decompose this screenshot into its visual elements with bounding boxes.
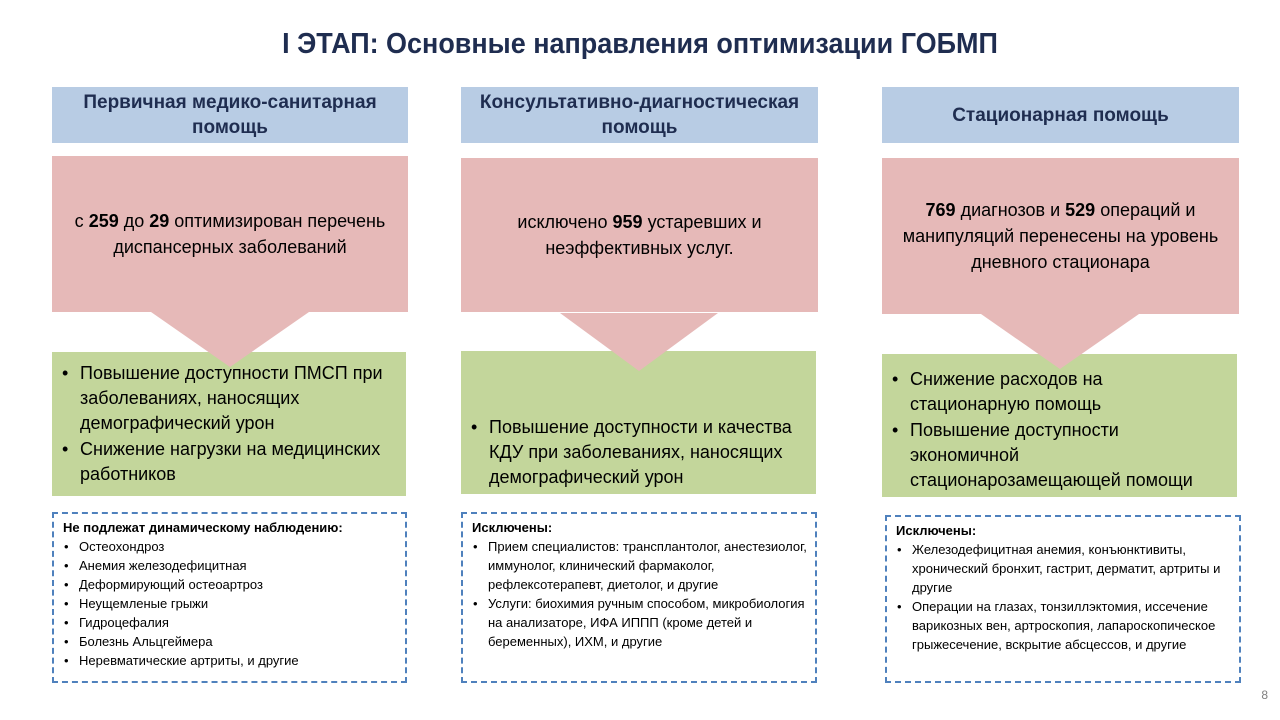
down-arrow-shape	[151, 312, 309, 367]
dashed-box-consultative-diagnostic	[461, 512, 817, 683]
header-inpatient: Стационарная помощь	[882, 87, 1239, 143]
stat-number: 529	[1065, 200, 1096, 220]
stat-number: 769	[925, 200, 956, 220]
list-item: • Снижение расходов на стационарную помощь	[910, 367, 1227, 417]
pink-box-consultative-diagnostic	[461, 158, 818, 312]
pink-text: 769 диагнозов и 529 операций и манипуляций перенесены на уровень дневного стационара	[902, 200, 1219, 272]
stat-number: 259	[88, 211, 119, 231]
list-item: • Услуги: биохимия ручным способом, микробиология на анализаторе, ИФА ИППП (кроме детей и беременных), ИХМ, и другие	[488, 594, 807, 651]
list-item: • Деформирующий остеоартроз	[79, 575, 397, 594]
stat-number: 959	[612, 212, 643, 232]
down-arrow-shape	[560, 313, 718, 371]
list-item: • Снижение нагрузки на медицинских работников	[80, 437, 396, 487]
green-box-primary-care	[52, 352, 406, 496]
down-arrow-shape	[981, 314, 1139, 369]
list-item: • Гидроцефалия	[79, 613, 397, 632]
page-title: I ЭТАП: Основные направления оптимизации ГОБМП	[282, 28, 998, 60]
stat-number: 29	[149, 211, 170, 231]
list-item: • Операции на глазах, тонзиллэктомия, иссечение варикозных вен, артроскопия, лапароскопическое грыжесечение, вскрытие абсцессов, и другие	[912, 597, 1231, 654]
list-item: • Повышение доступности ПМСП при заболеваниях, наносящих демографический урон	[80, 361, 396, 436]
box-heading: Исключены:	[472, 520, 553, 535]
box-heading: Не подлежат динамическому наблюдению:	[63, 520, 343, 535]
pink-box-inpatient	[882, 158, 1239, 314]
dashed-box-inpatient	[885, 515, 1241, 683]
header-consultative-diagnostic: Консультативно-диагностическая помощь	[461, 87, 818, 143]
box-heading: Исключены:	[896, 523, 977, 538]
list-item: • Железодефицитная анемия, конъюнктивиты, хронический бронхит, гастрит, дерматит, артриты и другие	[912, 540, 1231, 597]
list-item: • Повышение доступности и качества КДУ при заболеваниях, наносящих демографический урон	[489, 415, 806, 490]
page-number: 8	[1261, 688, 1268, 702]
list-item: • Неущемленые грыжи	[79, 594, 397, 613]
list-item: • Анемия железодефицитная	[79, 556, 397, 575]
list-item: • Прием специалистов: трансплантолог, анестезиолог, иммунолог, клинический фармаколог, рефлексотерапевт, диетолог, и другие	[488, 537, 807, 594]
dashed-box-primary-care	[52, 512, 407, 683]
list-item: • Остеохондроз	[79, 537, 397, 556]
header-primary-care: Первичная медико-санитарная помощь	[52, 87, 408, 143]
green-box-consultative-diagnostic	[461, 351, 816, 494]
pink-text: исключено 959 устаревших и неэффективных услуг.	[517, 212, 762, 258]
list-item: • Неревматические артриты, и другие	[79, 651, 397, 670]
list-item: • Болезнь Альцгеймера	[79, 632, 397, 651]
list-item: • Повышение доступности экономичной стационарозамещающей помощи	[910, 418, 1227, 493]
pink-box-primary-care	[52, 156, 408, 312]
green-box-inpatient	[882, 354, 1237, 497]
pink-text: с 259 до 29 оптимизирован перечень диспансерных заболеваний	[74, 211, 386, 257]
